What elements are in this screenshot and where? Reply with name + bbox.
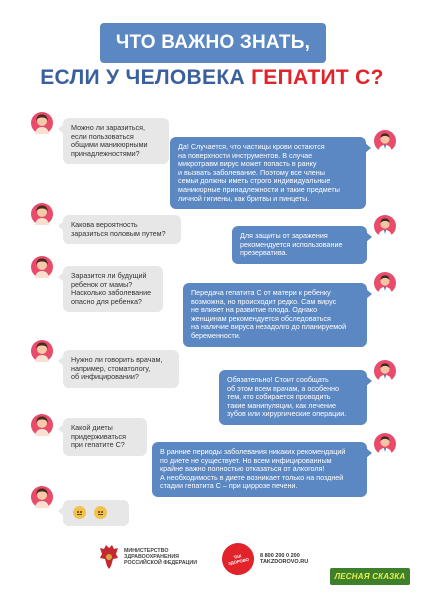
title-line2-highlight: ГЕПАТИТ С?	[251, 66, 384, 89]
title-line2	[0, 66, 424, 90]
ministry-name: МИНИСТЕРСТВО ЗДРАВООХРАНЕНИЯ РОССИЙСКОЙ ФЕДЕРАЦИИ	[124, 547, 198, 567]
doctor-avatar-icon	[374, 130, 396, 152]
doctor-avatar-icon	[374, 272, 396, 294]
chat-bubble-question	[63, 266, 163, 312]
chat-bubble-question	[63, 500, 129, 526]
woman-avatar-icon	[31, 340, 53, 362]
woman-avatar-icon	[31, 203, 53, 225]
title-line1: ЧТО ВАЖНО ЗНАТЬ,	[115, 32, 311, 53]
campaign-badge: ТАК ЗДОРОВО	[219, 540, 257, 578]
chat-bubble-text: Какой диеты придерживаться при гепатите С?	[71, 423, 127, 450]
eagle-emblem-icon	[99, 544, 119, 570]
campaign-contacts: 8 800 200 0 200 TAKZDOROVO.RU	[260, 552, 309, 565]
chat-bubble-text: Обязательно! Стоит сообщать об этом всем врачам, а особенно тем, кто собирается проводить такие манипуляции, как лечение зубов или хирургические операции.	[227, 375, 347, 419]
woman-avatar-icon	[31, 256, 53, 278]
woman-avatar-icon	[31, 112, 53, 134]
chat-bubble-question	[63, 118, 169, 164]
partner-logo: ЛЕСНАЯ СКАЗКА	[330, 568, 410, 585]
chat-bubble-text: Для защиты от заражения рекомендуется использование презерватива.	[240, 231, 343, 258]
doctor-avatar-icon	[374, 215, 396, 237]
chat-bubble-text: Можно ли заразиться, если пользоваться общими маникюрными принадлежностями?	[71, 123, 148, 158]
title-banner	[100, 23, 326, 63]
chat-bubble-text: Заразится ли будущий ребенок от мамы? Насколько заболевание опасно для ребенка?	[71, 271, 152, 306]
chat-bubble-answer	[232, 226, 367, 264]
chat-bubble-question	[63, 418, 147, 456]
ministry-logo	[99, 544, 197, 570]
doctor-avatar-icon	[374, 360, 396, 382]
smiley-icon	[94, 506, 107, 519]
chat-bubble-answer	[219, 370, 367, 425]
campaign-logo	[222, 543, 308, 575]
chat-bubble-text: Да! Случается, что частицы крови остаются на поверхности инструментов. В случае микротравм вирус может попасть в ранку и вызвать заболевание. Поэтому все члены семьи должны иметь строго индивидуальные маникюрные принадлежности и такие предметы личной гигиены, как бритвы и пинцеты.	[178, 142, 340, 203]
chat-bubble-answer	[170, 137, 366, 209]
chat-bubble-text: Передача гепатита С от матери к ребенку возможна, но происходит редко. Сам вирус не влияет на развитие плода. Однако женщинам рекомендуется обследоваться на наличие вируса незадолго до планируемой беременности.	[191, 288, 347, 340]
doctor-avatar-icon	[374, 433, 396, 455]
chat-bubble-text: В ранние периоды заболевания никаких рекомендаций по диете не существует. Но всем инфицированным крайне важно полностью отказаться от алкоголя! А необходимость в диете возникает только на поздней стадии гепатита С – при циррозе печени.	[160, 447, 346, 491]
title-line2-prefix: ЕСЛИ У ЧЕЛОВЕКА	[40, 66, 252, 89]
chat-bubble-question	[63, 215, 181, 244]
chat-bubble-text: Нужно ли говорить врачам, например, стоматологу, об инфицировании?	[71, 355, 163, 382]
woman-avatar-icon	[31, 414, 53, 436]
smiley-icon	[73, 506, 86, 519]
chat-bubble-answer	[183, 283, 367, 347]
chat-bubble-text: Какова вероятность заразиться половым путем?	[71, 220, 166, 238]
chat-bubble-answer	[152, 442, 367, 497]
woman-avatar-icon	[31, 486, 53, 508]
chat-bubble-question	[63, 350, 179, 388]
